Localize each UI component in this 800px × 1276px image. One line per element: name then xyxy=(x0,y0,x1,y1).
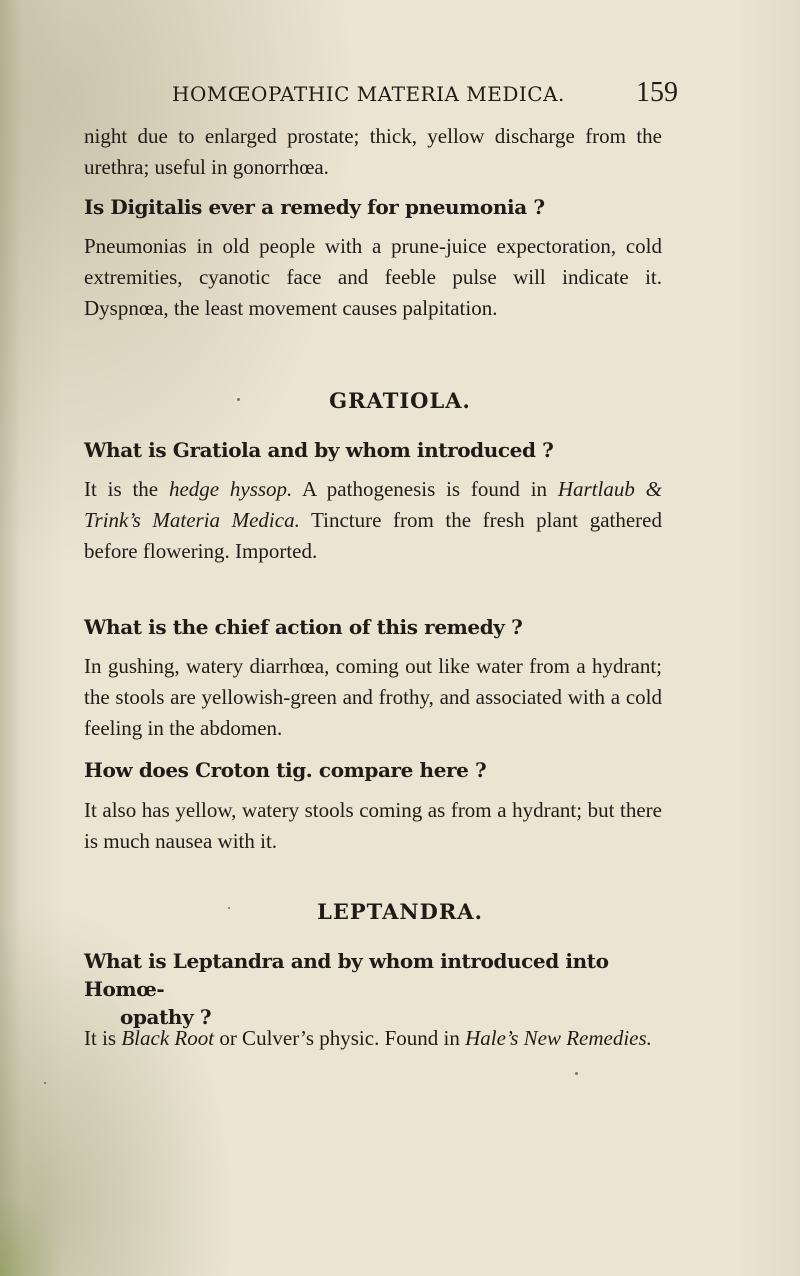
running-title: HOMŒOPATHIC MATERIA MEDICA. xyxy=(172,82,565,106)
answer-digitalis: Pneumonias in old people with a prune-juice expectoration, cold extremities, cyanotic face and feeble pulse will indicate it. Dyspnœa, the least movement causes palpitation. xyxy=(84,234,662,320)
section-heading-leptandra: LEPTANDRA. xyxy=(317,899,483,924)
question-gratiola-action: What is the chief action of this remedy ? xyxy=(84,615,523,639)
question-line-continued: opathy ? xyxy=(120,1005,212,1029)
answer-text-segment: It is xyxy=(84,1026,122,1050)
answer-text-segment: It is the xyxy=(84,477,169,501)
italic-book-title: Hale’s New Remedies. xyxy=(465,1026,652,1050)
answer-leptandra-origin xyxy=(84,1023,662,1054)
italic-term: hedge hyssop. xyxy=(168,477,293,501)
ink-speck xyxy=(575,1072,578,1075)
page-edge-shadow xyxy=(0,0,22,1276)
answer-gratiola-origin xyxy=(84,474,662,567)
page-corner-stain xyxy=(0,1192,64,1276)
question-line: What is Leptandra and by whom introduced into Homœ- xyxy=(84,949,609,1001)
paragraph-continuation: night due to enlarged prostate; thick, yellow discharge from the urethra; useful in gonorrhœa. xyxy=(84,124,662,179)
italic-book-title: Hartlaub & Trink’s Materia Medica. xyxy=(84,477,662,532)
answer-gratiola-action: In gushing, watery diarrhœa, coming out like water from a hydrant; the stools are yellowish-green and frothy, and associated with a cold feeling in the abdomen. xyxy=(84,654,662,740)
question-croton-compare: How does Croton tig. compare here ? xyxy=(84,758,487,782)
page-number: 159 xyxy=(636,77,678,108)
section-heading-gratiola: GRATIOLA. xyxy=(329,388,471,413)
ink-speck xyxy=(44,1082,46,1084)
question-gratiola-origin: What is Gratiola and by whom introduced ? xyxy=(84,438,554,462)
question-digitalis: Is Digitalis ever a remedy for pneumonia ? xyxy=(84,195,545,219)
italic-term: Black Root xyxy=(121,1026,215,1050)
answer-text-segment: A pathogenesis is found in xyxy=(292,477,558,501)
answer-text-segment: or Culver’s physic. Found in xyxy=(214,1026,466,1050)
question-leptandra-origin xyxy=(84,947,662,1031)
answer-croton-compare: It also has yellow, watery stools coming as from a hydrant; but there is much nausea with it. xyxy=(84,798,662,853)
answer-text-segment: Tincture from the fresh plant gathered before flowering. Imported. xyxy=(84,508,662,563)
